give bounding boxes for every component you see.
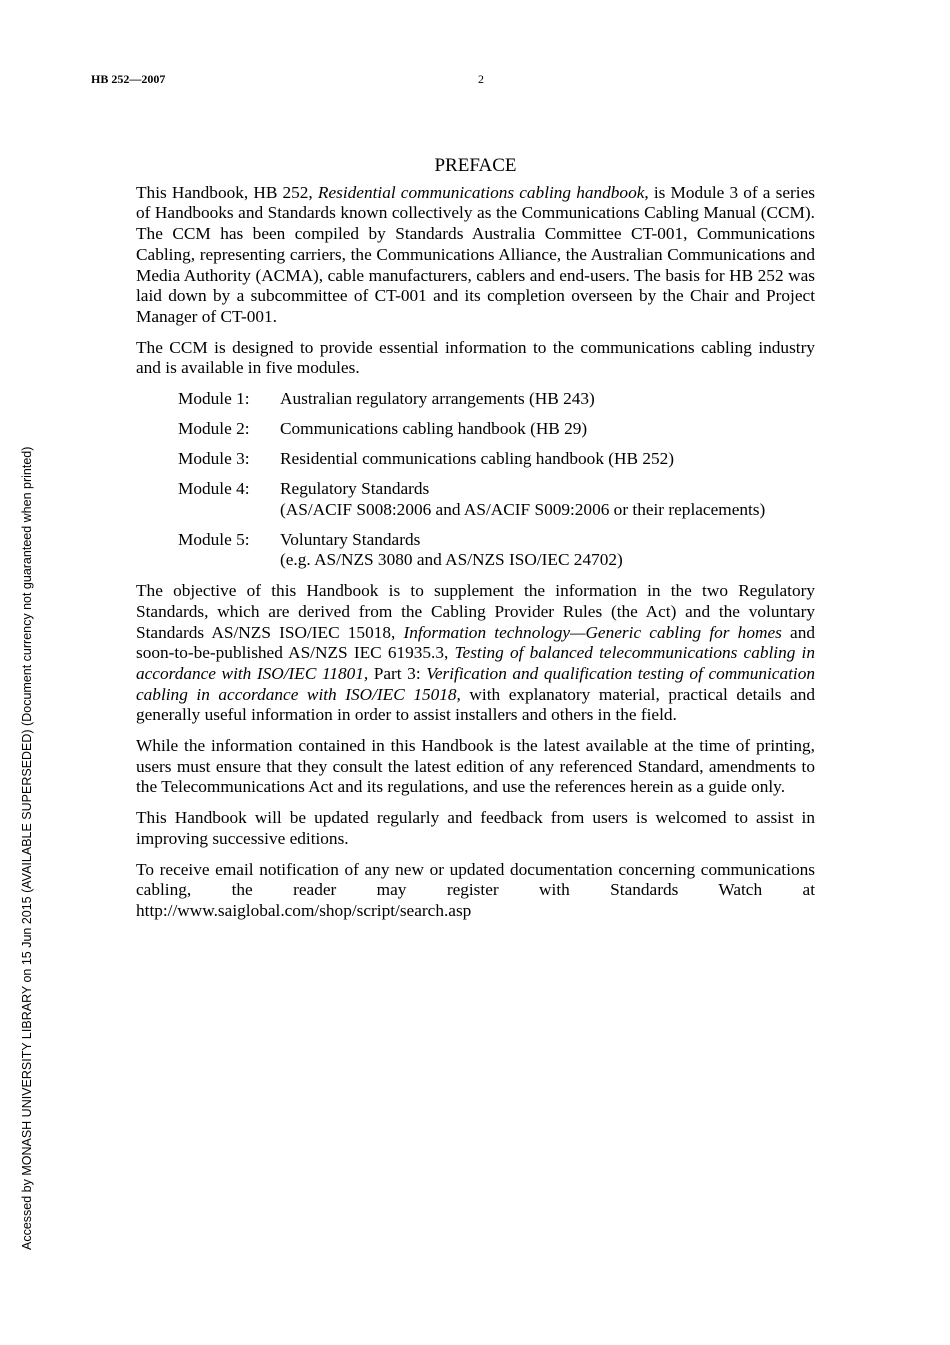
module-label: Module 5: xyxy=(178,529,250,549)
page-title: PREFACE xyxy=(434,155,517,176)
module-text: Australian regulatory arrangements (HB 243) xyxy=(280,389,595,409)
module-item xyxy=(178,389,815,410)
module-text: Voluntary Standards xyxy=(280,529,421,549)
module-label: Module 1: xyxy=(178,389,250,409)
module-subtext: (e.g. AS/NZS 3080 and AS/NZS ISO/IEC 24702) xyxy=(280,550,623,570)
module-label: Module 3: xyxy=(178,449,250,469)
paragraph-objective: The objective of this Handbook is to supplement the information in the two Regulatory Standards, which are derived from the Cabling Provider Rules (the Act) and the voluntary Standards AS/NZS ISO/IEC 15018, Information technology—Generic cabling for homes and soon-to-be-published AS/NZS IEC 61935.3, Testing of balanced telecommunications cabling in accordance with ISO/IEC 11801, Part 3: Verification and qualification testing of communication cabling in accordance with ISO/IEC 15018, with explanatory material, practical details and generally useful information in order to assist installers and others in the field. xyxy=(136,581,815,725)
paragraph-notification: To receive email notification of any new or updated documentation concerning communications cabling, the reader may register with Standards Watch at http://www.saiglobal.com/shop/script/search.asp xyxy=(136,859,815,920)
preface-section xyxy=(136,156,815,932)
paragraph-disclaimer: While the information contained in this Handbook is the latest available at the time of printing, users must ensure that they consult the latest edition of any referenced Standard, amendments to the Telecommunications Act and its regulations, and use the references herein as a guide only. xyxy=(136,736,815,797)
module-text: Residential communications cabling handbook (HB 252) xyxy=(280,449,675,469)
module-item xyxy=(178,449,815,470)
paragraph-updates: This Handbook will be updated regularly and feedback from users is welcomed to assist in improving successive editions. xyxy=(136,808,815,848)
module-subtext: (AS/ACIF S008:2006 and AS/ACIF S009:2006 or their replacements) xyxy=(280,499,766,519)
module-label: Module 4: xyxy=(178,479,250,499)
module-list xyxy=(178,389,815,571)
access-watermark: Accessed by MONASH UNIVERSITY LIBRARY on 15 Jun 2015 (AVAILABLE SUPERSEDED) (Document currency not guaranteed when printed) xyxy=(20,446,34,1250)
module-item xyxy=(178,419,815,440)
module-item xyxy=(178,530,815,571)
document-id: HB 252—2007 xyxy=(91,72,166,86)
page-number: 2 xyxy=(478,72,484,86)
module-text: Communications cabling handbook (HB 29) xyxy=(280,419,588,439)
module-label: Module 2: xyxy=(178,419,250,439)
module-text: Regulatory Standards xyxy=(280,479,430,499)
module-item xyxy=(178,479,815,520)
paragraph-ccm: The CCM is designed to provide essential information to the communications cabling industry and is available in five modules. xyxy=(136,337,815,378)
paragraph-intro: This Handbook, HB 252, Residential communications cabling handbook, is Module 3 of a series of Handbooks and Standards known collectively as the Communications Cabling Manual (CCM). The CCM has been compiled by Standards Australia Committee CT-001, Communications Cabling, representing carriers, the Communications Alliance, the Australian Communications and Media Authority (ACMA), cable manufacturers, cablers and end-users. The basis for HB 252 was laid down by a subcommittee of CT-001 and its completion overseen by the Chair and Project Manager of CT-001. xyxy=(136,182,815,326)
